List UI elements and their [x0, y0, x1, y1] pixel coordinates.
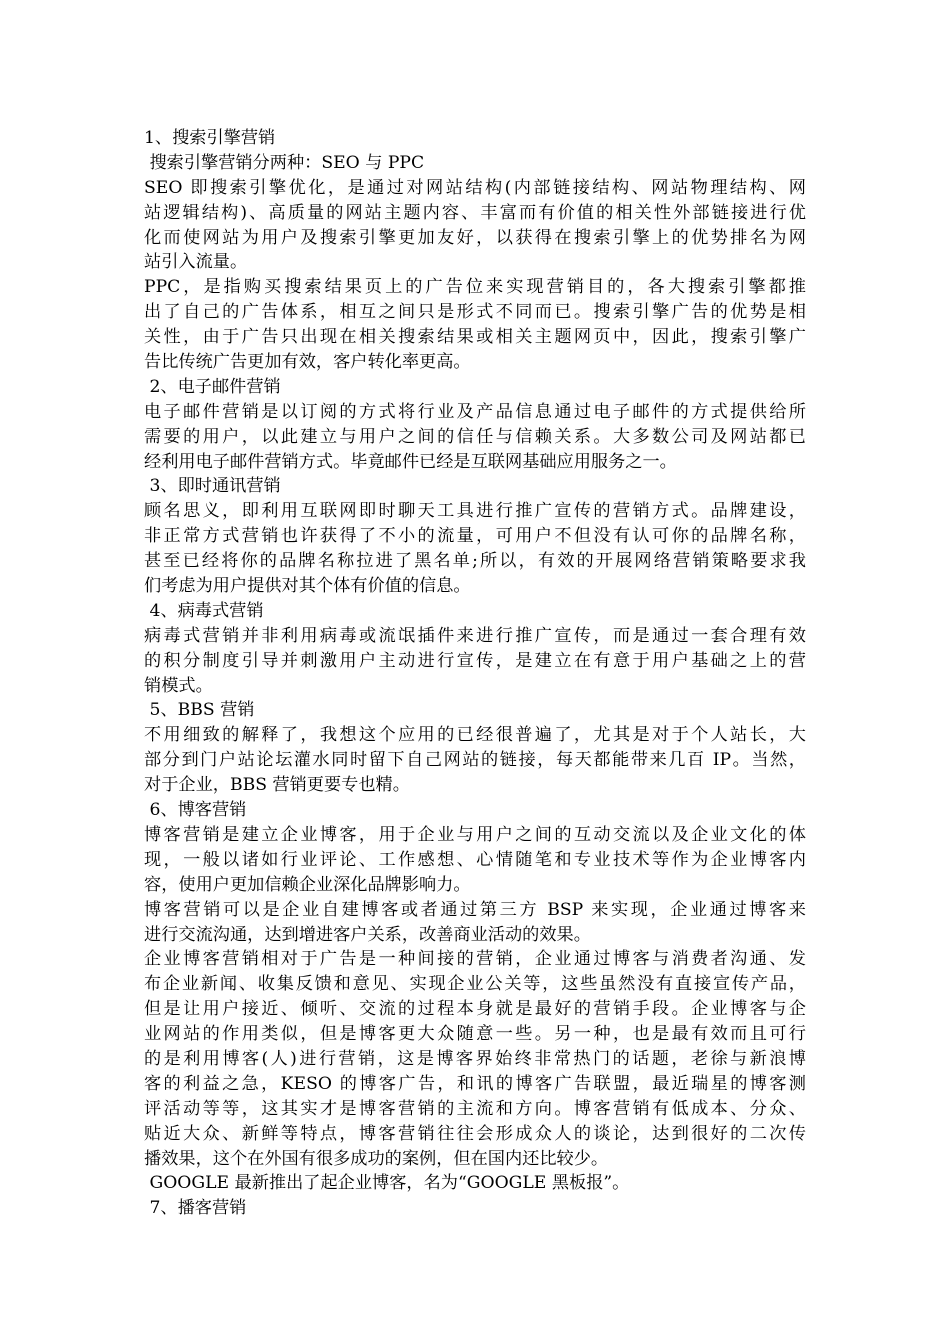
text-line: 关性，由于广告只出现在相关搜索结果或相关主题网页中，因此，搜索引擎广 [144, 327, 806, 348]
text-line: 部分到门户站论坛灌水同时留下自己网站的链接，每天都能带来几百 IP。当然， [144, 750, 806, 771]
text-line: 站引入流量。 [144, 252, 248, 273]
text-line: PPC，是指购买搜索结果页上的广告位来实现营销目的，各大搜索引擎都推 [144, 277, 806, 298]
text-line: 销模式。 [144, 675, 213, 696]
text-line: 的积分制度引导并刺激用户主动进行宣传，是建立在有意于用户基础之上的营 [144, 650, 806, 671]
text-line: 甚至已经将你的品牌名称拉进了黑名单;所以，有效的开展网络营销策略要求我 [144, 551, 806, 572]
text-line: 对于企业，BBS 营销更要专也精。 [144, 775, 410, 796]
text-line: 博客营销是建立企业博客，用于企业与用户之间的互动交流以及企业文化的体 [144, 824, 806, 845]
text-line: 站逻辑结构)、高质量的网站主题内容、丰富而有价值的相关性外部链接进行优 [144, 202, 806, 223]
text-line: 播效果，这个在外国有很多成功的案例，但在国内还比较少。 [144, 1148, 609, 1169]
text-line: 电子邮件营销是以订阅的方式将行业及产品信息通过电子邮件的方式提供给所 [144, 401, 806, 422]
text-line: 但是让用户接近、倾听、交流的过程本身就是最好的营销手段。企业博客与企 [144, 999, 806, 1020]
text-line: 的是利用博客(人)进行营销，这是博客界始终非常热门的话题，老徐与新浪博 [144, 1048, 806, 1069]
text-line: 评活动等等，这其实才是博客营销的主流和方向。博客营销有低成本、分众、 [144, 1098, 806, 1119]
text-line: 进行交流沟通，达到增进客户关系，改善商业活动的效果。 [144, 924, 591, 945]
text-line: 顾名思义，即利用互联网即时聊天工具进行推广宣传的营销方式。品牌建设， [144, 501, 806, 522]
section-heading: 6、博客营销 [144, 800, 247, 821]
section-heading: 5、BBS 营销 [144, 700, 255, 721]
text-line: 们考虑为用户提供对其个体有价值的信息。 [144, 576, 471, 597]
text-line: 业网站的作用类似，但是博客更大众随意一些。另一种，也是最有效而且可行 [144, 1024, 806, 1045]
text-line: 搜索引擎营销分两种：SEO 与 PPC [144, 152, 425, 173]
text-line: 博客营销可以是企业自建博客或者通过第三方 BSP 来实现，企业通过博客来 [144, 899, 806, 920]
text-line: 1、搜索引擎营销 [144, 128, 276, 148]
document-body [144, 126, 806, 1221]
text-line: 布企业新闻、收集反馈和意见、实现企业公关等，这些虽然没有直接宣传产品， [144, 974, 806, 995]
text-line: SEO 即搜索引擎优化，是通过对网站结构(内部链接结构、网站物理结构、网 [144, 177, 806, 198]
text-line: 现，一般以诸如行业评论、工作感想、心情随笔和专业技术等作为企业博客内 [144, 849, 806, 870]
text-line: 告比传统广告更加有效，客户转化率更高。 [144, 352, 471, 373]
section-heading: 2、电子邮件营销 [144, 376, 281, 397]
text-line: 非正常方式营销也许获得了不小的流量，可用户不但没有认可你的品牌名称， [144, 526, 806, 547]
text-line: 需要的用户，以此建立与用户之间的信任与信赖关系。大多数公司及网站都已 [144, 426, 806, 447]
text-line: 出了自己的广告体系，相互之间只是形式不同而已。搜索引擎广告的优势是相 [144, 302, 806, 323]
text-line: 不用细致的解释了，我想这个应用的已经很普遍了，尤其是对于个人站长，大 [144, 725, 806, 746]
section-heading: 4、病毒式营销 [144, 600, 264, 621]
text-line: 容，使用户更加信赖企业深化品牌影响力。 [144, 874, 471, 895]
text-line: 病毒式营销并非利用病毒或流氓插件来进行推广宣传，而是通过一套合理有效 [144, 625, 806, 646]
text-line: 化而使网站为用户及搜索引擎更加友好，以获得在搜索引擎上的优势排名为网 [144, 227, 806, 248]
text-line: 企业博客营销相对于广告是一种间接的营销，企业通过博客与消费者沟通、发 [144, 949, 806, 970]
text-line: 经利用电子邮件营销方式。毕竟邮件已经是互联网基础应用服务之一。 [144, 451, 677, 472]
section-heading: 3、即时通讯营销 [144, 476, 281, 497]
section-heading: 7、播客营销 [144, 1198, 247, 1219]
text-line: 客的利益之急，KESO 的博客广告，和讯的博客广告联盟，最近瑞星的博客测 [144, 1073, 806, 1094]
text-line: 贴近大众、新鲜等特点，博客营销往往会形成众人的谈论，达到很好的二次传 [144, 1123, 806, 1144]
text-line: GOOGLE 最新推出了起企业博客，名为“GOOGLE 黑板报”。 [144, 1173, 630, 1194]
